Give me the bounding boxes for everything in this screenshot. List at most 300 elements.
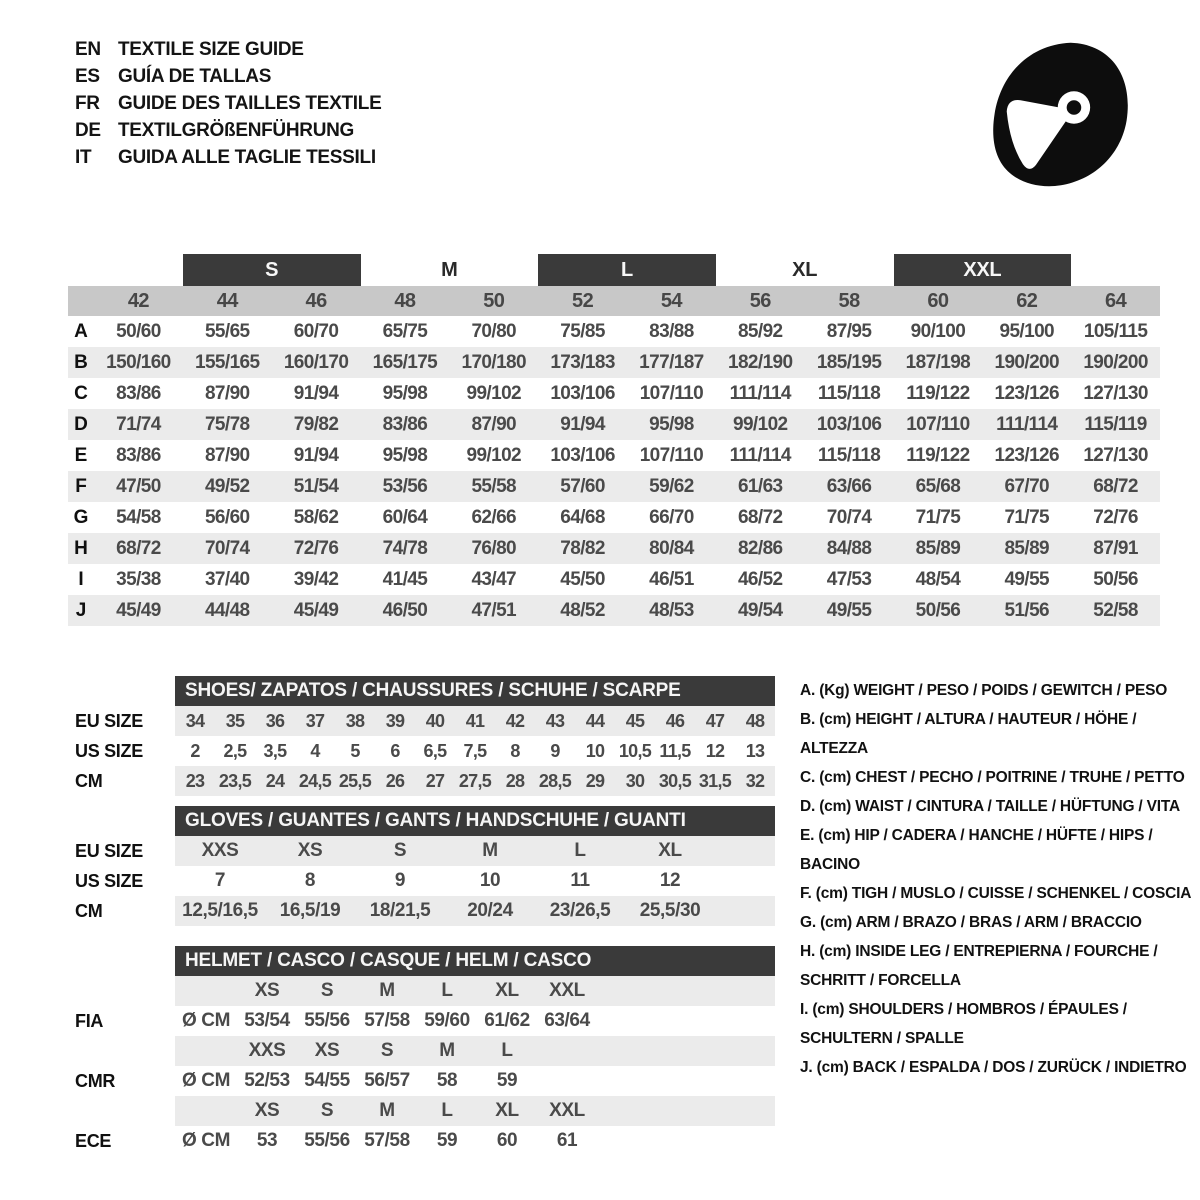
row-label-eu-size: EU SIZE	[75, 710, 143, 731]
shoe-eu-size: 39	[385, 710, 405, 731]
measurement-cell: 127/130	[1083, 444, 1148, 466]
language-row	[75, 90, 381, 117]
table-row-e	[68, 440, 1160, 471]
glove-cm-size: 20/24	[467, 900, 513, 921]
measurement-cell: 123/126	[994, 382, 1059, 404]
helmet-cm-value: 54/55	[304, 1070, 350, 1091]
shoes-eu-values	[175, 706, 775, 736]
shoe-cm-size: 30	[625, 770, 645, 791]
helmet-cm-value: 61	[556, 1130, 578, 1151]
row-label-cm: CM	[75, 900, 103, 921]
shoes-cm-values	[175, 766, 775, 796]
measurement-cell: 91/94	[293, 444, 339, 466]
shoe-cm-size: 27,5	[458, 770, 492, 791]
glove-us-size: 8	[304, 870, 316, 891]
measurement-cell: 41/45	[382, 568, 428, 590]
language-row	[75, 144, 381, 171]
table-row-c	[68, 378, 1160, 409]
helmet-cm-value: 57/58	[364, 1130, 410, 1151]
helmet-cmr-sizes	[175, 1036, 775, 1066]
size-number: 54	[660, 289, 682, 312]
measurement-cell: 190/200	[1083, 351, 1148, 373]
measurement-cell: 111/114	[729, 382, 791, 404]
legend-line: A. (Kg) WEIGHT / PESO / POIDS / GEWITCH / PESO	[800, 682, 1168, 699]
helmet-ece-values	[175, 1126, 775, 1156]
helmet-cm-value: 55/56	[304, 1010, 350, 1031]
shoe-eu-size: 35	[225, 710, 245, 731]
measurement-cell: 84/88	[826, 537, 872, 559]
table-row-a	[68, 316, 1160, 347]
size-number: 58	[838, 289, 860, 312]
helmet-cm-value: Ø CM	[181, 1070, 230, 1091]
measurement-cell: 190/200	[994, 351, 1059, 373]
size-number: 48	[394, 289, 416, 312]
shoe-us-size: 9	[550, 740, 560, 761]
measurement-cell: 177/187	[639, 351, 704, 373]
size-number: 62	[1016, 289, 1038, 312]
shoe-cm-size: 24	[265, 770, 285, 791]
size-number: 60	[927, 289, 949, 312]
measurement-cell: 160/170	[283, 351, 349, 373]
glove-eu-size: L	[574, 840, 586, 861]
shoes-eu-row	[75, 706, 775, 736]
measurement-cell: 85/89	[915, 537, 961, 559]
glove-eu-size: XXS	[201, 840, 239, 861]
glove-us-size: 7	[214, 870, 226, 891]
legend-line: F. (cm) TIGH / MUSLO / CUISSE / SCHENKEL / COSCIA	[800, 885, 1192, 902]
measurement-cell: 55/65	[204, 320, 250, 342]
table-row-i	[68, 564, 1160, 595]
glove-us-size: 12	[659, 870, 681, 891]
size-label-row	[68, 254, 1160, 286]
measurement-cell: 91/94	[293, 382, 339, 404]
row-label-cm: CM	[75, 770, 103, 791]
glove-us-size: 11	[570, 870, 590, 891]
shoe-cm-size: 28	[505, 770, 525, 791]
glove-eu-size: M	[482, 840, 498, 861]
measurement-cell: 50/56	[1093, 568, 1138, 590]
glove-us-size: 9	[394, 870, 406, 891]
measurement-cell: 49/55	[826, 599, 872, 621]
measurement-cell: 80/84	[649, 537, 694, 559]
shoe-cm-size: 27	[425, 770, 445, 791]
language-code: DE	[75, 119, 101, 141]
legend-line: I. (cm) SHOULDERS / HOMBROS / ÉPAULES / SCHULTERN / SPALLE	[800, 1001, 1127, 1047]
gloves-us-row	[75, 866, 775, 896]
measurement-cell: 103/106	[550, 444, 615, 466]
shoes-cm-row	[75, 766, 775, 796]
measurement-cell: 64/68	[560, 506, 605, 528]
size-label-m: M	[441, 258, 458, 281]
measurement-cell: 107/110	[906, 413, 970, 435]
language-title: TEXTILGRÖßENFÜHRUNG	[118, 119, 355, 141]
row-letter: B	[74, 351, 88, 373]
helmet-size: M	[379, 980, 395, 1001]
size-number: 44	[216, 289, 238, 312]
standard-label-cmr: CMR	[75, 1070, 116, 1091]
measurement-cell: 115/118	[817, 444, 881, 466]
glove-us-size: 10	[479, 870, 501, 891]
measurement-cell: 170/180	[461, 351, 526, 373]
measurement-cell: 115/118	[817, 382, 881, 404]
row-letter: D	[74, 413, 88, 435]
language-code: IT	[75, 146, 92, 168]
shoes-title-bar: SHOES/ ZAPATOS / CHAUSSURES / SCHUHE / SCARPE	[175, 676, 775, 706]
row-letter: A	[74, 320, 88, 342]
helmet-cm-value: Ø CM	[181, 1130, 230, 1151]
helmet-ece-sizes	[175, 1096, 775, 1126]
measurement-cell: 83/86	[382, 413, 428, 435]
helmet-fia-values	[175, 1006, 775, 1036]
table-row-f	[68, 471, 1160, 502]
row-label-us-size: US SIZE	[75, 870, 143, 891]
shoe-cm-size: 23,5	[218, 770, 252, 791]
measurement-cell: 51/56	[1004, 599, 1050, 621]
row-letter: C	[74, 382, 88, 404]
helmet-size: M	[379, 1100, 395, 1121]
glove-cm-size: 16,5/19	[279, 900, 341, 921]
glove-cm-size: 12,5/16,5	[182, 900, 258, 921]
measurement-cell: 82/86	[737, 537, 783, 559]
helmet-size: XXL	[549, 980, 585, 1001]
measurement-cell: 44/48	[204, 599, 250, 621]
measurement-cell: 66/70	[649, 506, 694, 528]
helmet-cm-value: Ø CM	[181, 1010, 230, 1031]
measurement-cell: 68/72	[116, 537, 161, 559]
measurement-cell: 45/49	[116, 599, 161, 621]
measurement-cell: 87/91	[1093, 537, 1138, 559]
helmet-size: L	[501, 1040, 513, 1061]
measurement-cell: 71/74	[116, 413, 161, 435]
measurement-cell: 70/74	[204, 537, 250, 559]
measurement-cell: 35/38	[116, 568, 161, 590]
measurement-cell: 85/89	[1004, 537, 1050, 559]
measurement-cell: 51/54	[293, 475, 339, 497]
size-number: 46	[305, 289, 327, 312]
shoe-eu-size: 44	[585, 710, 605, 731]
measurement-cell: 46/51	[649, 568, 694, 590]
measurement-cell: 72/76	[1093, 506, 1138, 528]
table-row-j	[68, 595, 1160, 626]
legend-line: D. (cm) WAIST / CINTURA / TAILLE / HÜFTUNG / VITA	[800, 798, 1180, 815]
measurement-cell: 48/54	[915, 568, 961, 590]
shoe-cm-size: 31,5	[698, 770, 732, 791]
helmet-fia-sizes-row	[75, 976, 775, 1006]
measurement-cell: 43/47	[471, 568, 517, 590]
size-number: 42	[127, 289, 149, 312]
helmet-size: XS	[254, 980, 280, 1001]
measurement-cell: 65/68	[915, 475, 961, 497]
legend-line: J. (cm) BACK / ESPALDA / DOS / ZURÜCK / INDIETRO	[800, 1059, 1187, 1076]
shoe-us-size: 6,5	[423, 740, 447, 761]
shoe-cm-size: 29	[585, 770, 605, 791]
measurement-cell: 70/80	[471, 320, 517, 342]
row-letter: G	[73, 506, 89, 528]
glove-eu-size: XS	[297, 840, 323, 861]
table-row-h	[68, 533, 1160, 564]
helmet-fia-sizes	[175, 976, 775, 1006]
helmet-fia-values-row	[75, 1006, 775, 1036]
gloves-cm-values	[175, 896, 775, 926]
shoe-us-size: 10	[585, 740, 605, 761]
shoe-eu-size: 38	[345, 710, 365, 731]
measurement-cell: 99/102	[466, 382, 521, 404]
legend-line: E. (cm) HIP / CADERA / HANCHE / HÜFTE / HIPS / BACINO	[800, 827, 1153, 873]
language-row	[75, 117, 381, 144]
helmet-cm-value: 59/60	[424, 1010, 470, 1031]
shoe-cm-size: 23	[185, 770, 205, 791]
gloves-eu-row	[75, 836, 775, 866]
measurement-cell: 76/80	[471, 537, 517, 559]
sub-tables	[75, 676, 775, 1156]
gloves-eu-values	[175, 836, 775, 866]
measurement-cell: 45/49	[293, 599, 339, 621]
measurement-cell: 60/64	[382, 506, 428, 528]
helmet-cm-value: 53/54	[244, 1010, 290, 1031]
measurement-cell: 39/42	[293, 568, 339, 590]
helmet-size: S	[380, 1040, 394, 1061]
helmet-cm-value: 63/64	[544, 1010, 590, 1031]
measurement-cell: 119/122	[906, 444, 970, 466]
helmet-cmr-values-row	[75, 1066, 775, 1096]
shoes-us-values	[175, 736, 775, 766]
table-row-b	[68, 347, 1160, 378]
shoe-us-size: 2,5	[223, 740, 247, 761]
helmet-size: L	[441, 980, 453, 1001]
language-title: GUIDA ALLE TAGLIE TESSILI	[118, 146, 376, 168]
measurement-cell: 150/160	[106, 351, 171, 373]
measurement-cell: 103/106	[816, 413, 882, 435]
helmet-size: XS	[314, 1040, 340, 1061]
gloves-us-values	[175, 866, 775, 896]
measurement-cell: 119/122	[906, 382, 970, 404]
row-label-us-size: US SIZE	[75, 740, 143, 761]
table-row-d	[68, 409, 1160, 440]
helmet-cm-value: 61/62	[484, 1010, 530, 1031]
row-letter: J	[75, 599, 87, 621]
shoe-eu-size: 47	[705, 710, 725, 731]
shoe-us-size: 13	[745, 740, 765, 761]
language-code: FR	[75, 92, 100, 114]
measurement-cell: 67/70	[1004, 475, 1050, 497]
measurement-cell: 70/74	[826, 506, 872, 528]
measurement-cell: 87/90	[471, 413, 517, 435]
helmet-cm-value: 56/57	[364, 1070, 410, 1091]
measurement-cell: 37/40	[204, 568, 250, 590]
measurement-cell: 48/52	[560, 599, 605, 621]
language-title: TEXTILE SIZE GUIDE	[118, 38, 304, 60]
helmet-size: XXL	[549, 1100, 585, 1121]
row-letter: I	[78, 568, 84, 590]
helmet-size: XS	[254, 1100, 280, 1121]
measurement-cell: 83/86	[116, 382, 161, 404]
measurement-cell: 95/98	[382, 382, 428, 404]
helmet-cm-value: 55/56	[304, 1130, 350, 1151]
shoe-cm-size: 30,5	[658, 770, 692, 791]
helmet-size: S	[320, 980, 334, 1001]
measurement-cell: 103/106	[550, 382, 615, 404]
gloves-title-bar: GLOVES / GUANTES / GANTS / HANDSCHUHE / GUANTI	[175, 806, 775, 836]
language-row	[75, 63, 381, 90]
gloves-cm-row	[75, 896, 775, 926]
measurement-cell: 74/78	[382, 537, 428, 559]
helmet-size: XXS	[248, 1040, 286, 1061]
measurement-cell: 47/53	[826, 568, 872, 590]
helmet-cmr-sizes-row	[75, 1036, 775, 1066]
measurement-cell: 107/110	[639, 444, 704, 466]
shoe-cm-size: 28,5	[538, 770, 572, 791]
measurement-cell: 49/52	[204, 475, 250, 497]
size-label-l: L	[538, 254, 716, 286]
shoe-us-size: 4	[310, 740, 320, 761]
measurement-cell: 99/102	[732, 413, 788, 435]
helmet-cmr-values	[175, 1066, 775, 1096]
row-letter: H	[74, 537, 88, 559]
measurement-cell: 105/115	[1083, 320, 1148, 342]
language-title: GUÍA DE TALLAS	[118, 65, 272, 87]
measurement-cell: 56/60	[204, 506, 250, 528]
size-label-s: S	[183, 254, 361, 286]
shoes-table-header	[75, 676, 775, 706]
legend-line: G. (cm) ARM / BRAZO / BRAS / ARM / BRACCIO	[800, 914, 1142, 931]
measurement-cell: 75/85	[560, 320, 605, 342]
helmet-cm-value: 59	[436, 1130, 458, 1151]
measurement-cell: 46/50	[382, 599, 428, 621]
measurement-cell: 91/94	[560, 413, 605, 435]
measurement-cell: 187/198	[905, 351, 971, 373]
measurement-cell: 58/62	[293, 506, 339, 528]
measurement-cell: 99/102	[466, 444, 521, 466]
language-code: EN	[75, 38, 101, 60]
measurement-cell: 85/92	[737, 320, 783, 342]
measurement-cell: 55/58	[471, 475, 517, 497]
size-label-xxl: XXL	[894, 254, 1072, 286]
helmet-cm-value: 53	[256, 1130, 278, 1151]
helmet-cm-value: 59	[496, 1070, 518, 1091]
helmet-size: L	[441, 1100, 453, 1121]
measurement-legend	[800, 676, 1200, 1082]
measurement-cell: 72/76	[293, 537, 339, 559]
measurement-cell: 83/88	[649, 320, 694, 342]
helmet-table-header	[75, 946, 775, 976]
measurement-cell: 53/56	[382, 475, 428, 497]
measurement-cell: 59/62	[649, 475, 694, 497]
language-row	[75, 36, 381, 63]
measurement-cell: 83/86	[116, 444, 161, 466]
measurement-cell: 182/190	[728, 351, 793, 373]
helmet-size: M	[439, 1040, 455, 1061]
shoe-us-size: 3,5	[263, 740, 287, 761]
helmet-title-bar: HELMET / CASCO / CASQUE / HELM / CASCO	[175, 946, 775, 976]
spacer	[75, 1096, 175, 1126]
measurement-cell: 107/110	[639, 382, 704, 404]
row-letter: E	[74, 444, 88, 466]
shoe-us-size: 7,5	[463, 740, 487, 761]
measurement-cell: 155/165	[195, 351, 260, 373]
glove-cm-size: 18/21,5	[369, 900, 431, 921]
measurement-cell: 87/90	[204, 382, 250, 404]
language-title: GUIDE DES TAILLES TEXTILE	[118, 92, 382, 114]
shoe-eu-size: 43	[545, 710, 565, 731]
shoe-us-size: 10,5	[618, 740, 652, 761]
measurement-cell: 46/52	[737, 568, 783, 590]
measurement-cell: 185/195	[816, 351, 882, 373]
glove-eu-size: XL	[658, 840, 682, 861]
helmet-cm-value: 60	[496, 1130, 518, 1151]
shoe-us-size: 6	[390, 740, 400, 761]
measurement-cell: 95/98	[649, 413, 694, 435]
measurement-cell: 50/60	[116, 320, 161, 342]
measurement-cell: 111/114	[996, 413, 1058, 435]
shoe-eu-size: 36	[265, 710, 285, 731]
spacer	[75, 976, 175, 1006]
measurement-cell: 65/75	[382, 320, 428, 342]
glove-eu-size: S	[393, 840, 407, 861]
measurement-cell: 47/51	[471, 599, 517, 621]
measurement-cell: 71/75	[1004, 506, 1050, 528]
standard-label-ece: ECE	[75, 1130, 112, 1151]
measurement-cell: 173/183	[550, 351, 615, 373]
shoe-cm-size: 25,5	[338, 770, 372, 791]
measurement-cell: 71/75	[915, 506, 961, 528]
size-number-row	[68, 286, 1160, 316]
shoe-eu-size: 42	[505, 710, 525, 731]
standard-label-fia: FIA	[75, 1010, 104, 1031]
glove-cm-size: 25,5/30	[639, 900, 701, 921]
measurement-cell: 62/66	[471, 506, 517, 528]
shoe-eu-size: 34	[185, 710, 205, 731]
measurement-cell: 48/53	[649, 599, 694, 621]
shoe-us-size: 8	[510, 740, 520, 761]
shoe-eu-size: 46	[665, 710, 685, 731]
gloves-table-header	[75, 806, 775, 836]
measurement-cell: 54/58	[116, 506, 161, 528]
helmet-ece-sizes-row	[75, 1096, 775, 1126]
racing-helmet-icon	[980, 32, 1142, 200]
measurement-cell: 111/114	[729, 444, 791, 466]
shoes-us-row	[75, 736, 775, 766]
shoe-cm-size: 26	[385, 770, 405, 791]
measurement-cell: 123/126	[994, 444, 1059, 466]
helmet-cm-value: 52/53	[244, 1070, 290, 1091]
main-size-table	[68, 254, 1160, 626]
measurement-cell: 115/119	[1084, 413, 1147, 435]
size-number: 52	[572, 289, 594, 312]
measurement-cell: 95/100	[999, 320, 1054, 342]
measurement-cell: 63/66	[826, 475, 872, 497]
size-number: 64	[1105, 289, 1127, 312]
measurement-cell: 45/50	[560, 568, 605, 590]
measurement-cell: 61/63	[737, 475, 783, 497]
shoe-eu-size: 45	[625, 710, 645, 731]
measurement-cell: 49/54	[737, 599, 783, 621]
legend-line: C. (cm) CHEST / PECHO / POITRINE / TRUHE / PETTO	[800, 769, 1185, 786]
shoe-eu-size: 37	[305, 710, 325, 731]
helmet-cm-value: 57/58	[364, 1010, 410, 1031]
helmet-ece-values-row	[75, 1126, 775, 1156]
measurement-cell: 78/82	[560, 537, 605, 559]
measurement-cell: 87/95	[826, 320, 872, 342]
measurement-cell: 49/55	[1004, 568, 1050, 590]
shoe-cm-size: 24,5	[298, 770, 332, 791]
helmet-size: S	[320, 1100, 334, 1121]
spacer	[75, 806, 175, 836]
measurement-cell: 57/60	[560, 475, 605, 497]
shoe-eu-size: 41	[465, 710, 485, 731]
measurement-cell: 50/56	[915, 599, 961, 621]
shoe-us-size: 11,5	[659, 740, 691, 761]
measurement-cell: 68/72	[737, 506, 783, 528]
